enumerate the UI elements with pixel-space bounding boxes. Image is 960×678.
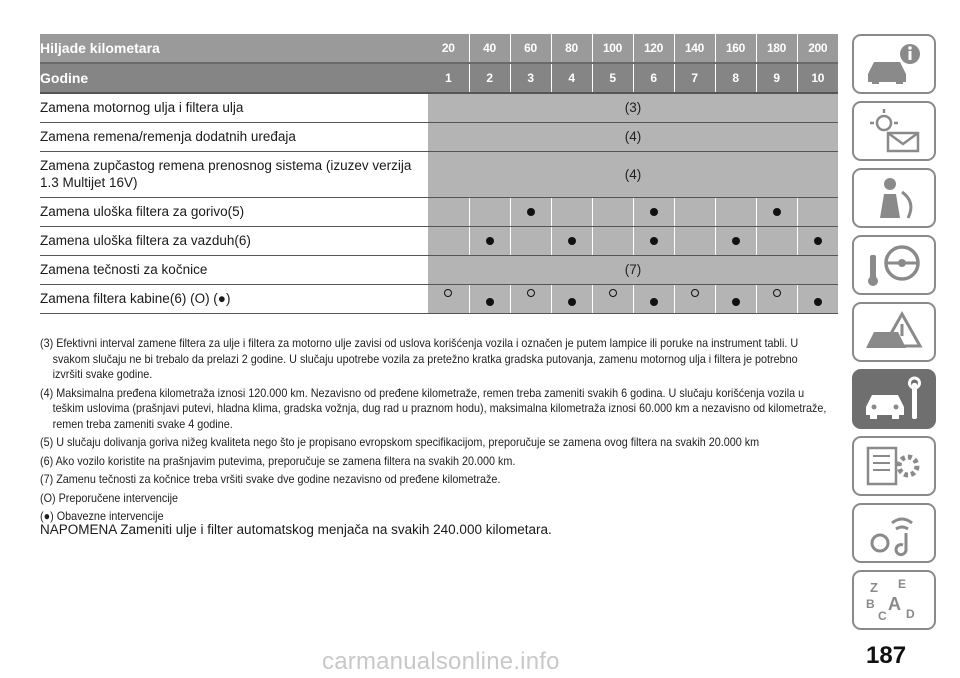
interval-cell (633, 226, 674, 255)
interval-cell (633, 284, 674, 313)
table-row (40, 284, 838, 313)
chapter-tab[interactable] (852, 503, 936, 563)
footnote: (5) U slučaju dolivanja goriva nižeg kvaliteta nego što je propisano evropskom specifikacijom, preporučuje se zamena ovog filtera na svakih 20.000 km (40, 435, 760, 449)
alphabetical-index-icon (862, 576, 926, 624)
interval-cell (674, 226, 715, 255)
multimedia-music-icon (862, 509, 926, 557)
year-value: 7 (674, 63, 715, 93)
napomena-note: NAPOMENA Zameniti ulje i filter automatskog menjača na svakih 240.000 kilometara. (40, 522, 552, 537)
year-value: 4 (551, 63, 592, 93)
service-item-label: Zamena filtera kabine(6) (O) (●) (40, 284, 428, 313)
interval-cell (592, 284, 633, 313)
interval-cell (674, 284, 715, 313)
table-row (40, 93, 838, 122)
interval-cell (674, 197, 715, 226)
svg-text:C: C (878, 609, 887, 623)
interval-cell (715, 197, 756, 226)
mandatory-dot-icon (568, 298, 576, 306)
mandatory-dot-icon (568, 237, 576, 245)
mandatory-dot-icon (732, 237, 740, 245)
year-value: 2 (469, 63, 510, 93)
mandatory-dot-icon (650, 208, 658, 216)
year-value: 5 (592, 63, 633, 93)
chapter-tab[interactable] (852, 101, 936, 161)
interval-note-ref: (4) (428, 122, 838, 151)
interval-cell (469, 226, 510, 255)
km-value: 20 (428, 34, 469, 63)
km-value: 120 (633, 34, 674, 63)
svg-text:Z: Z (870, 580, 878, 595)
service-item-label: Zamena uloška filtera za gorivo(5) (40, 197, 428, 226)
service-item-label: Zamena motornog ulja i filtera ulja (40, 93, 428, 122)
service-item-label: Zamena zupčastog remena prenosnog sistema (izuzev verzija 1.3 Multijet 16V) (40, 151, 428, 197)
km-value: 100 (592, 34, 633, 63)
interval-cell (510, 226, 551, 255)
svg-text:A: A (888, 594, 901, 614)
years-header-row (40, 63, 838, 93)
interval-cell (428, 226, 469, 255)
table-body (40, 93, 838, 313)
service-item-label: Zamena uloška filtera za vazduh(6) (40, 226, 428, 255)
car-wrench-icon (862, 375, 926, 423)
km-value: 40 (469, 34, 510, 63)
interval-note-ref: (3) (428, 93, 838, 122)
chapter-tab[interactable] (852, 302, 936, 362)
chapter-tabs-sidebar (852, 34, 936, 637)
page-number: 187 (866, 642, 907, 669)
km-value: 60 (510, 34, 551, 63)
interval-cell (551, 226, 592, 255)
km-value: 160 (715, 34, 756, 63)
service-item-label: Zamena tečnosti za kočnice (40, 255, 428, 284)
interval-cell (797, 226, 838, 255)
km-value: 80 (551, 34, 592, 63)
mandatory-dot-icon (486, 237, 494, 245)
recommended-circle-icon (609, 289, 617, 297)
interval-cell (551, 284, 592, 313)
footnote: (7) Zamenu tečnosti za kočnice treba vršiti svake dve godine nezavisno od pređene kilometraže. (40, 472, 501, 486)
chapter-tab[interactable] (852, 34, 936, 94)
year-value: 8 (715, 63, 756, 93)
table-row (40, 255, 838, 284)
car-accident-icon (862, 308, 926, 356)
km-value: 200 (797, 34, 838, 63)
chapter-tab[interactable] (852, 436, 936, 496)
interval-cell (756, 226, 797, 255)
mandatory-dot-icon (650, 298, 658, 306)
year-value: 10 (797, 63, 838, 93)
year-value: 6 (633, 63, 674, 93)
interval-cell (756, 284, 797, 313)
table-row (40, 122, 838, 151)
interval-cell (510, 197, 551, 226)
interval-cell (797, 284, 838, 313)
recommended-circle-icon (444, 289, 452, 297)
interval-cell (756, 197, 797, 226)
interval-cell (469, 197, 510, 226)
interval-note-ref: (4) (428, 151, 838, 197)
recommended-circle-icon (527, 289, 535, 297)
footnote: (3) Efektivni interval zamene filtera za ulje i filtera za motorno ulje zavisi od uslova korišćenja vozila i označen je putem lampice ili poruke na instrument tabli. U svakom slučaju ne bi trebalo da prelazi 2 godine. U slučaju upotrebe vozila za pretežno kratka gradska putovanja, zamenu motornog ulja i filtera je potrebno izvršiti svake godine. (40, 336, 799, 381)
chapter-tab[interactable] (852, 168, 936, 228)
year-value: 1 (428, 63, 469, 93)
car-info-icon (862, 40, 926, 88)
interval-cell (715, 226, 756, 255)
airbag-seatbelt-icon (862, 174, 926, 222)
year-value: 3 (510, 63, 551, 93)
footnote: (●) Obavezne intervencije (40, 509, 164, 523)
interval-cell (592, 197, 633, 226)
km-value: 180 (756, 34, 797, 63)
svg-text:D: D (906, 607, 915, 621)
km-value: 140 (674, 34, 715, 63)
footnote: (O) Preporučene intervencije (40, 490, 179, 505)
table-row (40, 197, 838, 226)
mandatory-dot-icon (486, 298, 494, 306)
interval-cell (592, 226, 633, 255)
interval-note-ref: (7) (428, 255, 838, 284)
mandatory-dot-icon (773, 208, 781, 216)
interval-cell (469, 284, 510, 313)
km-header-row (40, 34, 838, 63)
svg-text:E: E (898, 577, 907, 591)
footnote: (4) Maksimalna pređena kilometraža iznosi 120.000 km. Nezavisno od pređene kilometraže, remen treba zameniti svakih 6 godina. U slučaju korišćenja vozila u teškim uslovima (prašnjavi putevi, hladna klima, gradska vožnja, dug rad u praznom hodu), maksimalna kilometraža iznosi 60.000 km a nezavisno od kilometraže, remen treba zameniti svake 4 godine. (40, 385, 827, 431)
svg-text:B: B (866, 597, 875, 611)
interval-cell (715, 284, 756, 313)
watermark: carmanualsonline.info (322, 648, 560, 675)
km-header-label: Hiljade kilometara (40, 34, 428, 63)
chapter-tab[interactable] (852, 570, 936, 630)
interval-cell (551, 197, 592, 226)
footnote: (6) Ako vozilo koristite na prašnjavim putevima, preporučuje se zamena filtera na svakih 20.000 km. (40, 453, 516, 468)
recommended-circle-icon (691, 289, 699, 297)
years-header-label: Godine (40, 63, 428, 93)
steering-wheel-key-icon (862, 241, 926, 289)
interval-cell (797, 197, 838, 226)
interval-cell (510, 284, 551, 313)
mandatory-dot-icon (527, 208, 535, 216)
specs-gear-icon (862, 442, 926, 490)
mandatory-dot-icon (732, 298, 740, 306)
table-row (40, 226, 838, 255)
maintenance-schedule-table (40, 34, 838, 314)
interval-cell (633, 197, 674, 226)
recommended-circle-icon (773, 289, 781, 297)
interval-cell (428, 197, 469, 226)
mandatory-dot-icon (650, 237, 658, 245)
warning-lights-mail-icon (862, 107, 926, 155)
year-value: 9 (756, 63, 797, 93)
mandatory-dot-icon (814, 237, 822, 245)
table-row (40, 151, 838, 197)
chapter-tab[interactable] (852, 235, 936, 295)
mandatory-dot-icon (814, 298, 822, 306)
service-item-label: Zamena remena/remenja dodatnih uređaja (40, 122, 428, 151)
interval-cell (428, 284, 469, 313)
footnotes (40, 336, 830, 528)
chapter-tab[interactable] (852, 369, 936, 429)
